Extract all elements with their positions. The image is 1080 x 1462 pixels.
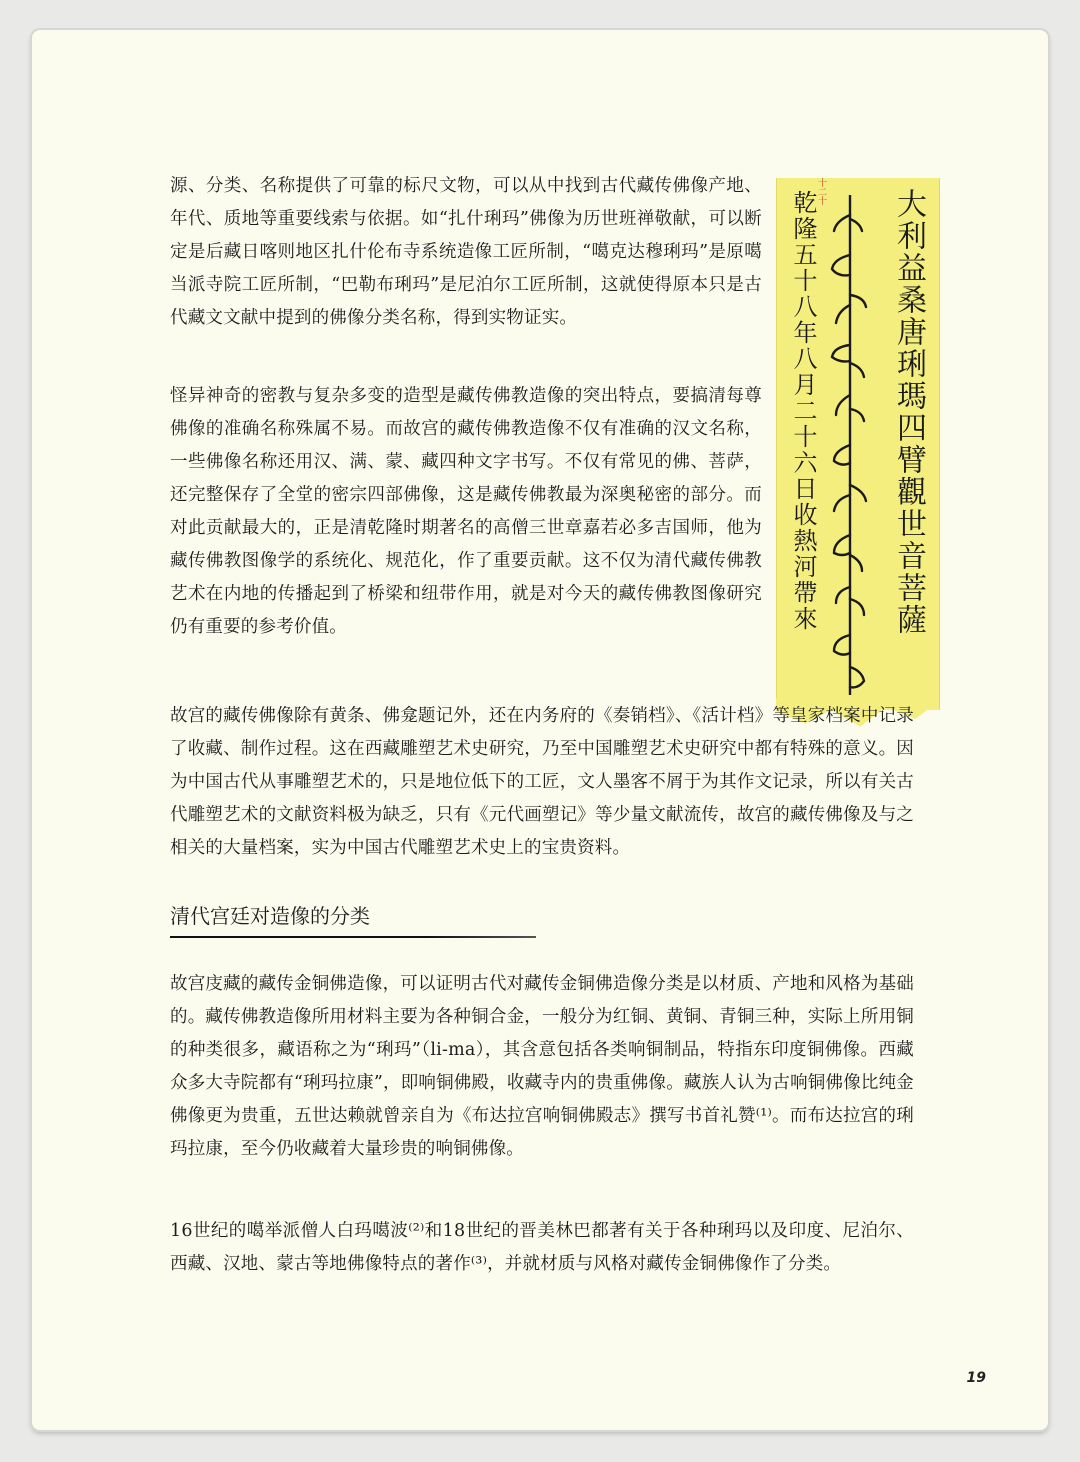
section-heading-rule [170, 936, 536, 938]
manchu-script-icon [822, 195, 878, 695]
paragraph-3: 故宫的藏传佛像除有黄条、佛龛题记外，还在内务府的《奏销档》、《活计档》等皇家档案中记录了收藏、制作过程。这在西藏雕塑艺术史研究，乃至中国雕塑艺术史研究中都有特殊的意义。因为中国古代从事雕塑艺术的，只是地位低下的工匠，文人墨客不屑于为其作文记录，所以有关古代雕塑艺术的文献资料极为缺乏，只有《元代画塑记》等少量文献流传，故宫的藏传佛像及与之相关的大量档案，实为中国古代雕塑艺术史上的宝贵资料。 [170, 706, 914, 858]
paragraph-2: 怪异神奇的密教与复杂多变的造型是藏传佛教造像的突出特点，要搞清每尊佛像的准确名称殊属不易。而故宫的藏传佛教造像不仅有准确的汉文名称，一些佛像名称还用汉、满、蒙、藏四种文字书写。不仅有常见的佛、菩萨，还完整保存了全堂的密宗四部佛像，这是藏传佛教最为深奥秘密的部分。而对此贡献最大的，正是清乾隆时期著名的高僧三世章嘉若必多吉国师，他为藏传佛教图像学的系统化、规范化，作了重要贡献。这不仅为清代藏传佛教艺术在内地的传播起到了桥梁和纽带作用，就是对今天的藏传佛教图像研究仍有重要的参考价值。 [170, 386, 762, 637]
document-page [32, 30, 1048, 1430]
paragraph-5: 16世纪的噶举派僧人白玛噶波⁽²⁾和18世纪的晋美林巴都著有关于各种琍玛以及印度、尼泊尔、西藏、汉地、蒙古等地佛像特点的著作⁽³⁾，并就材质与风格对藏传金铜佛像作了分类。 [170, 1221, 914, 1274]
paragraph-1: 源、分类、名称提供了可靠的标尺文物，可以从中找到古代藏传佛像产地、年代、质地等重要线索与依据。如“扎什琍玛”佛像为历世班禅敬献，可以断定是后藏日喀则地区扎什伦布寺系统造像工匠所制，“噶克达穆琍玛”是原噶当派寺院工匠所制，“巴勒布琍玛”是尼泊尔工匠所制，这就使得原本只是古代藏文文献中提到的佛像分类名称，得到实物证实。 [170, 176, 762, 328]
label-chinese-date: 乾隆五十八年八月二十六日收熱河帶來 [789, 190, 817, 632]
label-chinese-title: 大利益桑唐琍瑪四臂觀世音菩薩 [891, 188, 926, 636]
label-seal-mark: 十二十 [816, 178, 826, 205]
section-heading: 清代宫廷对造像的分类 [170, 904, 370, 928]
paragraph-4: 故宫庋藏的藏传金铜佛造像，可以证明古代对藏传金铜佛造像分类是以材质、产地和风格为基础的。藏传佛教造像所用材料主要为各种铜合金，一般分为红铜、黄铜、青铜三种，实际上所用铜的种类很多，藏语称之为“琍玛”（li-ma），其含意包括各类响铜制品，特指东印度铜佛像。西藏众多大寺院都有“琍玛拉康”，即响铜佛殿，收藏寺内的贵重佛像。藏族人认为古响铜佛像比纯金佛像更为贵重，五世达赖就曾亲自为《布达拉宫响铜佛殿志》撰写书首礼赞⁽¹⁾。而布达拉宫的琍玛拉康，至今仍收藏着大量珍贵的响铜佛像。 [170, 974, 914, 1159]
page-number: 19 [966, 1370, 986, 1386]
